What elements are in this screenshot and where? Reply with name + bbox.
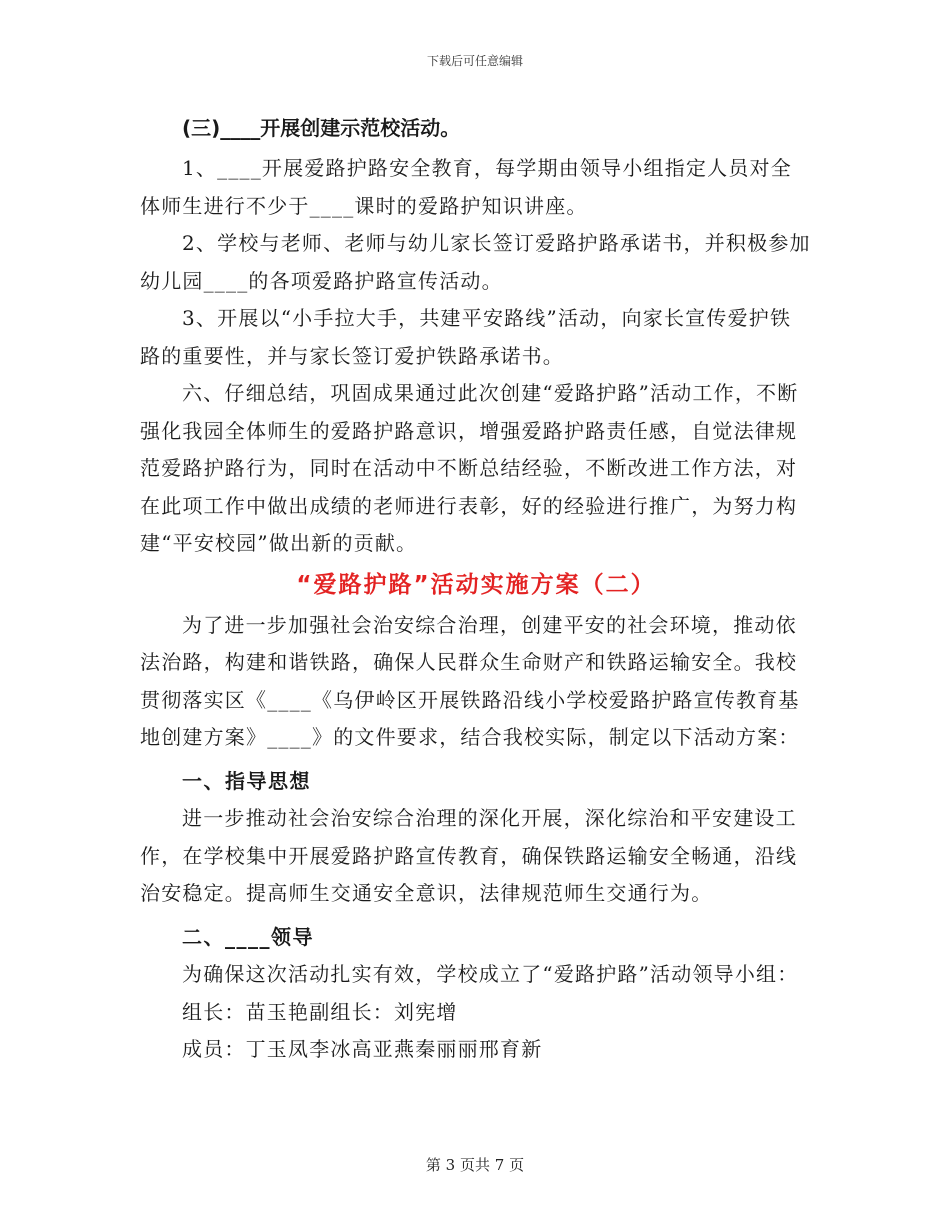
list-item-2: 2、学校与老师、老师与幼儿家长签订爱路护路承诺书，并积极参加幼儿园____的各项爱路护路宣传活动。 — [140, 231, 811, 293]
section-6-paragraph: 六、仔细总结，巩固成果通过此次创建“爱路护路”活动工作，不断强化我园全体师生的爱路护路意识，增强爱路护路责任感，自觉法律规范爱路护路行为，同时在活动中不断总结经验，不断改进工作方法，对在此项工作中做出成绩的老师进行表彰，好的经验进行推广，为努力构建“平安校园”做出新的贡献。 — [140, 381, 799, 555]
list-item-1: 1、____开展爱路护路安全教育，每学期由领导小组指定人员对全体师生进行不少于____课时的爱路护知识讲座。 — [140, 156, 792, 218]
page-footer: 第 3 页共 7 页 — [425, 1156, 525, 1174]
section-3-heading: (三)____开展创建示范校活动。 — [182, 116, 461, 140]
part-1-heading: 一、指导思想 — [182, 768, 311, 793]
leaders-line: 组长：苗玉艳副组长：刘宪增 — [182, 999, 458, 1024]
page-header: 下载后可任意编辑 — [426, 54, 523, 68]
list-item-3: 3、开展以“小手拉大手，共建平安路线”活动，向家长宣传爱护铁路的重要性，并与家长签订爱护铁路承诺书。 — [140, 306, 792, 368]
part-1-body: 进一步推动社会治安综合治理的深化开展，深化综治和平安建设工作，在学校集中开展爱路护路宣传教育，确保铁路运输安全畅通，沿线治安稳定。提高师生交通安全意识，法律规范师生交通行为。 — [140, 806, 798, 905]
part-2-heading: 二、____领导 — [182, 924, 314, 949]
part-2-body: 为确保这次活动扎实有效，学校成立了“爱路护路”活动领导小组： — [182, 962, 799, 986]
intro-paragraph: 为了进一步加强社会治安综合治理，创建平安的社会环境，推动依法治路，构建和谐铁路，确保人民群众生命财产和铁路运输安全。我校贯彻落实区《____《乌伊岭区开展铁路沿线小学校爱路护路宣传教育基地创建方案》____》的文件要求，结合我校实际，制定以下活动方案： — [140, 612, 800, 749]
document-title: “爱路护路”活动实施方案（二） — [296, 571, 656, 598]
document-body — [140, 106, 812, 1069]
members-line: 成员：丁玉凤李冰高亚燕秦丽丽邢育新 — [182, 1037, 543, 1061]
